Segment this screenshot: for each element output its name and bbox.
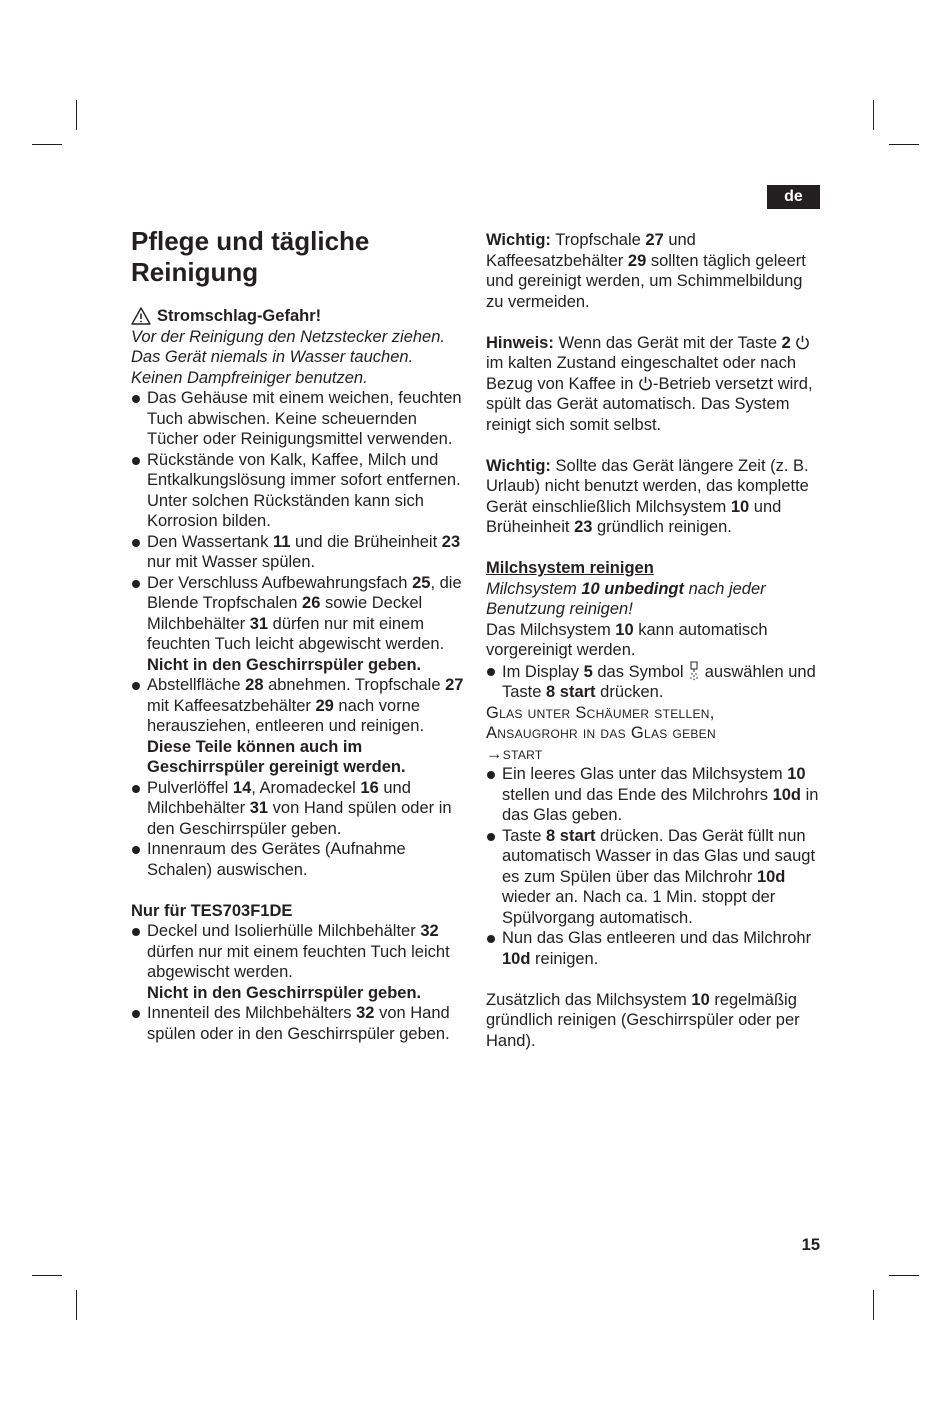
warning-heading: Stromschlag-Gefahr! bbox=[157, 307, 322, 325]
page-title: Pflege und tägliche Reinigung bbox=[131, 226, 370, 287]
milk-steps-2 bbox=[486, 764, 824, 969]
list-item: Rückstände von Kalk, Kaffee, Milch und Entkalkungslösung immer sofort entfernen. Unter solchen Rückständen kann sich Korrosion bilden. bbox=[131, 450, 469, 532]
page-number: 15 bbox=[801, 1236, 820, 1254]
display-text: →start bbox=[486, 744, 543, 763]
model-list bbox=[131, 921, 469, 1044]
warning-heading-row bbox=[131, 306, 469, 327]
milk-intro: Das Milchsystem 10 kann automatisch vorgereinigt werden. bbox=[486, 620, 768, 659]
list-item: Das Gehäuse mit einem weichen, feuchten Tuch abwischen. Keine scheuernden Tücher oder Reinigungsmittel verwenden. bbox=[131, 388, 469, 450]
warning-triangle-icon bbox=[131, 307, 151, 325]
list-item: Deckel und Isolierhülle Milchbehälter 32 dürfen nur mit einem feuchten Tuch leicht abgewischt werden. Nicht in den Geschirrspüler geben. bbox=[131, 921, 469, 1003]
list-item: Taste 8 start drücken. Das Gerät füllt nun automatisch Wasser in das Glas und saugt es zum Spülen über das Milchrohr 10d wieder an. Nach ca. 1 Min. stoppt der Spülvorgang automatisch. bbox=[486, 826, 824, 929]
display-text: Glas unter Schäumer stellen, bbox=[486, 703, 715, 722]
list-item: Innenteil des Milchbehälters 32 von Hand spülen oder in den Geschirrspüler geben. bbox=[131, 1003, 469, 1044]
list-item: Den Wassertank 11 und die Brüheinheit 23 nur mit Wasser spülen. bbox=[131, 532, 469, 573]
left-column bbox=[131, 226, 469, 1044]
warning-text: Vor der Reinigung den Netzstecker ziehen. Das Gerät niemals in Wasser tauchen. Keinen Dampfreiniger benutzen. bbox=[131, 327, 445, 387]
right-column bbox=[486, 230, 824, 1051]
display-text: Ansaugrohr in das Glas geben bbox=[486, 724, 716, 742]
crop-mark bbox=[76, 1290, 77, 1320]
crop-mark bbox=[873, 1290, 874, 1320]
bold-note: Nicht in den Geschirrspüler geben. bbox=[147, 655, 422, 674]
crop-mark bbox=[889, 144, 919, 145]
list-item: Ein leeres Glas unter das Milchsystem 10 stellen und das Ende des Milchrohrs 10d in das Glas geben. bbox=[486, 764, 824, 826]
important-note-1: Wichtig: Tropfschale 27 und Kaffeesatzbehälter 29 sollten täglich geleert und gereinigt werden, um Schimmelbildung zu vermeiden. bbox=[486, 231, 806, 311]
list-item: Abstellfläche 28 abnehmen. Tropfschale 27 mit Kaffeesatzbehälter 29 nach vorne herausziehen, entleeren und reinigen. Diese Teile können auch im Geschirrspüler gereinigt werden. bbox=[131, 675, 469, 778]
milk-warning: Milchsystem 10 unbedingt nach jeder Benutzung reinigen! bbox=[486, 579, 766, 618]
list-item: Der Verschluss Aufbewahrungsfach 25, die Blende Tropfschalen 26 sowie Deckel Milchbehälter 31 dürfen nur mit einem feuchten Tuch leicht abgewischt werden. Nicht in den Geschirrspüler geben. bbox=[131, 573, 469, 676]
crop-mark bbox=[889, 1275, 919, 1276]
final-note: Zusätzlich das Milchsystem 10 regelmäßig gründlich reinigen (Geschirrspüler oder per Hand). bbox=[486, 990, 800, 1050]
bold-note: Diese Teile können auch im Geschirrspüler gereinigt werden. bbox=[147, 737, 406, 776]
list-item: Nun das Glas entleeren und das Milchrohr 10d reinigen. bbox=[486, 928, 824, 969]
crop-mark bbox=[873, 100, 874, 130]
care-list bbox=[131, 388, 469, 880]
list-item: Innenraum des Gerätes (Aufnahme Schalen) auswischen. bbox=[131, 839, 469, 880]
crop-mark bbox=[76, 100, 77, 130]
milk-system-symbol-icon bbox=[688, 661, 700, 681]
milk-steps-1 bbox=[486, 661, 824, 703]
power-icon bbox=[795, 335, 810, 350]
model-heading: Nur für TES703F1DE bbox=[131, 901, 293, 920]
list-item: Im Display 5 das Symbol auswählen und Taste 8 start drücken. bbox=[486, 661, 824, 703]
hint-note: Hinweis: Wenn das Gerät mit der Taste 2 im kalten Zustand eingeschaltet oder nach Bezug von Kaffee in -Betrieb versetzt wird, spült das Gerät automatisch. Das System reinigt sich somit selbst. bbox=[486, 333, 813, 434]
bold-note: Nicht in den Geschirrspüler geben. bbox=[147, 983, 422, 1002]
important-note-2: Wichtig: Sollte das Gerät längere Zeit (z. B. Urlaub) nicht benutzt werden, das komplette Gerät einschließlich Milchsystem 10 und Brüheinheit 23 gründlich reinigen. bbox=[486, 456, 809, 536]
language-tab: de bbox=[767, 185, 820, 209]
milk-heading: Milchsystem reinigen bbox=[486, 559, 654, 577]
power-icon bbox=[638, 376, 653, 391]
list-item: Pulverlöffel 14, Aromadeckel 16 und Milchbehälter 31 von Hand spülen oder in den Geschirrspüler geben. bbox=[131, 778, 469, 840]
crop-mark bbox=[32, 1275, 62, 1276]
crop-mark bbox=[32, 144, 62, 145]
